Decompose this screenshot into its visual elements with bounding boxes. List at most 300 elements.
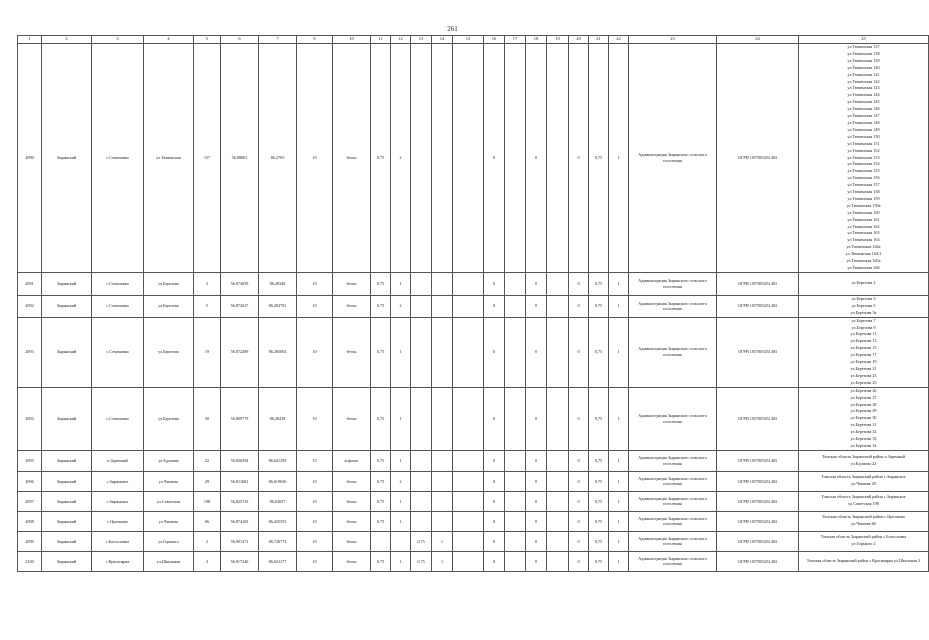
address-line: ул.Березова 17 [850, 352, 877, 358]
table-row [18, 471, 929, 491]
table-cell [453, 531, 484, 551]
table-cell [453, 272, 484, 295]
table-cell: 0 [569, 551, 589, 571]
address-line: ул.Березова 7 [851, 317, 876, 323]
table-cell: Зырянский [42, 491, 92, 511]
table-cell: 0 [526, 387, 547, 450]
address-line: ул.Тюменская 151 [847, 140, 880, 146]
table-cell: 1 [391, 317, 411, 387]
table-cell: 2092 [18, 295, 42, 317]
address-line: ул.Тюменская 137 [847, 44, 880, 49]
address-line: ул.Советская 198 [848, 501, 879, 507]
table-cell: бетон [333, 511, 371, 531]
table-cell: Зырянский [42, 44, 92, 273]
table-cell: 2090 [18, 44, 42, 273]
table-cell: Зырянский [42, 471, 92, 491]
table-cell: ул.Советская [144, 491, 194, 511]
table-cell: 2094 [18, 387, 42, 450]
table-cell: 1 [391, 551, 411, 571]
table-cell [432, 471, 453, 491]
address-line: ул.Тюменская 165а [846, 258, 881, 264]
table-cell: с.Семеновка [92, 44, 144, 273]
table-row [18, 511, 929, 531]
table-cell: п.Заречный [92, 450, 144, 471]
column-header: 15 [453, 36, 484, 44]
table-cell: 2098 [18, 511, 42, 531]
table-cell: Администрация Зырянского сельского поселения [629, 317, 717, 387]
table-cell: 86,619636 [259, 471, 297, 491]
address-line: ул.Березова 5 [851, 302, 876, 308]
table-cell: бетон [333, 387, 371, 450]
address-line: ул.Тюменская 149 [847, 126, 880, 132]
table-cell: с.Цыганово [92, 511, 144, 531]
table-cell [547, 471, 569, 491]
table-cell: 0,75 [589, 511, 609, 531]
table-cell: 2099 [18, 531, 42, 551]
table-cell: ул.Тюменская [144, 44, 194, 273]
table-cell: 157 [194, 44, 221, 273]
table-cell [411, 317, 432, 387]
address-cell [799, 471, 929, 491]
table-cell [547, 387, 569, 450]
address-line: ул.Тюменская 142 [847, 78, 880, 84]
table-cell: 86,435553 [259, 511, 297, 531]
table-row [18, 44, 929, 273]
table-cell: 56,872637 [221, 295, 259, 317]
table-cell: ОГРН 1057005451403 [717, 491, 799, 511]
table-cell [505, 531, 526, 551]
table-cell: 1 [609, 317, 629, 387]
table-cell: бетон [333, 471, 371, 491]
table-cell [547, 450, 569, 471]
table-cell: ОГРН 1057005451403 [717, 450, 799, 471]
table-cell: 1 [609, 511, 629, 531]
table-cell: 0 [526, 471, 547, 491]
address-cell [799, 531, 929, 551]
table-cell: Зырянский [42, 511, 92, 531]
address-line: ул.Тюменская 166 [847, 265, 880, 270]
table-cell: асфальт [333, 450, 371, 471]
address-line: ул.Горького 2 [851, 541, 876, 547]
column-header: 19 [547, 36, 569, 44]
table-cell: Зырянский [42, 551, 92, 571]
table-cell: 2 [194, 531, 221, 551]
table-cell: бетон [333, 272, 371, 295]
table-cell: 0 [569, 295, 589, 317]
table-cell: 1 [391, 491, 411, 511]
address-line: Томская область Зырянский район с.Цыганово [821, 514, 906, 520]
table-cell: 0,75 [371, 551, 391, 571]
table-cell: 1 [609, 471, 629, 491]
address-cell [799, 551, 929, 571]
table-cell [505, 295, 526, 317]
table-cell: 56,874059 [221, 272, 259, 295]
table-cell: 0 [569, 44, 589, 273]
column-header: 13 [411, 36, 432, 44]
table-cell: 2 [391, 471, 411, 491]
address-line: ул.Березова 9 [851, 324, 876, 330]
table-cell: 56,869779 [221, 387, 259, 450]
table-cell [547, 44, 569, 273]
table-cell: 86,2765 [259, 44, 297, 273]
table-cell: бетон [333, 317, 371, 387]
address-line: ул.Тюменская 140 [847, 64, 880, 70]
table-cell: 1 [609, 44, 629, 273]
table-cell: 0,75 [589, 317, 609, 387]
table-cell: ОГРН 1057005451403 [717, 295, 799, 317]
table-cell: 56,901371 [221, 531, 259, 551]
table-cell [547, 272, 569, 295]
table-cell [432, 317, 453, 387]
table-cell: 0,75 [589, 531, 609, 551]
table-cell: Зырянский [42, 531, 92, 551]
table-cell: 10 [297, 471, 333, 491]
table-cell: Администрация Зырянского сельского поселения [629, 387, 717, 450]
table-cell: 10 [297, 491, 333, 511]
table-cell [505, 551, 526, 571]
table-row [18, 317, 929, 387]
table-cell [547, 491, 569, 511]
address-line: ул.Тюменская 155 [847, 168, 880, 174]
address-line: ул.Чапаева 66 [851, 521, 876, 527]
column-header: 3 [92, 36, 144, 44]
table-cell: 0 [526, 531, 547, 551]
table-cell: 1 [609, 450, 629, 471]
address-line: ул.Березова 34 [850, 442, 877, 448]
table-cell: с.Семеновка [92, 295, 144, 317]
table-cell: ОГРН 1057005451403 [717, 551, 799, 571]
table-cell: ул.Березова [144, 295, 194, 317]
address-line: ул.Березова 30 [850, 415, 877, 421]
table-cell: 0 [484, 511, 505, 531]
table-cell: 56,825723 [221, 491, 259, 511]
table-cell: 10 [297, 531, 333, 551]
table-cell: ОГРН 1057005451403 [717, 387, 799, 450]
table-cell: Зырянский [42, 387, 92, 450]
table-cell: 1 [609, 491, 629, 511]
table-cell: 56,872289 [221, 317, 259, 387]
table-cell [505, 317, 526, 387]
address-line: ул.Березова 3 [851, 295, 876, 301]
table-cell [432, 491, 453, 511]
table-cell: 0,75 [589, 387, 609, 450]
table-cell: 1 [391, 272, 411, 295]
table-row [18, 491, 929, 511]
table-cell: 0,75 [371, 272, 391, 295]
table-cell: бетон [333, 491, 371, 511]
table-cell [505, 511, 526, 531]
table-row [18, 450, 929, 471]
address-line: ул.Березова 31 [850, 422, 877, 428]
address-line: ул.Березова 29 [850, 408, 877, 414]
table-cell [505, 387, 526, 450]
address-line: ул.Березова 28 [850, 401, 877, 407]
table-cell: 86,284781 [259, 295, 297, 317]
table-cell [547, 531, 569, 551]
table-cell: 86,28346 [259, 272, 297, 295]
address-line: ул.Тюменская 164а [846, 244, 881, 250]
table-cell: 10 [297, 551, 333, 571]
address-line: ул.Березова 5а [850, 309, 877, 315]
address-line: ул.Березова 32 [850, 429, 877, 435]
table-row [18, 551, 929, 571]
table-cell [453, 551, 484, 571]
table-cell: 0 [484, 531, 505, 551]
table-cell [453, 295, 484, 317]
address-line: ул.Тюменская 152 [847, 147, 880, 153]
table-cell: Администрация Зырянского сельского поселения [629, 295, 717, 317]
table-cell [547, 295, 569, 317]
table-cell [432, 295, 453, 317]
table-cell: Администрация Зырянского сельского поселения [629, 491, 717, 511]
table-row [18, 531, 929, 551]
table-cell: 22 [194, 450, 221, 471]
table-cell: с.Богословка [92, 531, 144, 551]
table-cell: ОГРН 1057005451403 [717, 511, 799, 531]
table-cell: 0 [484, 471, 505, 491]
table-cell: 0,75 [589, 272, 609, 295]
table-cell: 56,88063 [221, 44, 259, 273]
table-cell: 3 [194, 551, 221, 571]
table-cell: 0 [484, 317, 505, 387]
table-cell [547, 511, 569, 531]
column-header: 24 [717, 36, 799, 44]
table-cell: ОГРН 1057005451403 [717, 471, 799, 491]
table-cell: Администрация Зырянского сельского поселения [629, 450, 717, 471]
table-cell: 0 [569, 531, 589, 551]
table-cell: 0,75 [411, 531, 432, 551]
table-cell [547, 317, 569, 387]
table-cell: ул.Едомова [144, 450, 194, 471]
address-line: Томская область Зырянский район с.Зырянское [821, 494, 906, 500]
table-cell: 86,631177 [259, 551, 297, 571]
table-cell: 0 [526, 44, 547, 273]
table-cell [432, 387, 453, 450]
address-line: ул.Тюменская 153 [847, 154, 880, 160]
table-cell: 10 [297, 272, 333, 295]
address-line: ул.Березова 13 [850, 338, 877, 344]
table-cell: 0 [526, 511, 547, 531]
column-header: 12 [391, 36, 411, 44]
table-cell [432, 44, 453, 273]
table-cell [411, 295, 432, 317]
address-line: ул.Тюменская 143 [847, 85, 880, 91]
address-line: Томская область Зырянский район с.Зырянское [821, 474, 906, 480]
table-cell: с.Зырянское [92, 471, 144, 491]
column-header: 1 [18, 36, 42, 44]
column-header: 17 [505, 36, 526, 44]
table-cell: бетон [333, 295, 371, 317]
column-header: 25 [799, 36, 929, 44]
address-line: ул.Березова 21 [850, 365, 877, 371]
column-header: 11 [371, 36, 391, 44]
address-line: ул.Березова 27 [850, 394, 877, 400]
column-header: 4 [144, 36, 194, 44]
address-line: ул.Тюменская 147 [847, 113, 880, 119]
table-cell: бетон [333, 531, 371, 551]
table-cell: 66 [194, 511, 221, 531]
table-cell: ул.Горького [144, 531, 194, 551]
table-cell: 198 [194, 491, 221, 511]
table-cell [547, 551, 569, 571]
address-line: ул.Березова 2 [851, 280, 876, 286]
table-cell: с.Зырянское [92, 491, 144, 511]
column-header: 6 [221, 36, 259, 44]
table-cell: 2093 [18, 317, 42, 387]
table-cell: 0,75 [371, 387, 391, 450]
table-cell: 86,63657 [259, 491, 297, 511]
address-line: ул.Березова 23 [850, 372, 877, 378]
table-cell: 86,28418 [259, 387, 297, 450]
address-cell [799, 450, 929, 471]
column-header: 23 [629, 36, 717, 44]
table-cell: 0 [569, 317, 589, 387]
table-cell: 0 [484, 387, 505, 450]
address-cell [799, 295, 929, 317]
address-line: ул.Тюменская 164/1 [845, 251, 882, 257]
address-line: Томская область Зырянский район п.Заречный [822, 453, 905, 459]
table-cell [453, 471, 484, 491]
address-line: ул.Тюменская 159а [846, 202, 881, 208]
table-cell: 10 [297, 511, 333, 531]
table-cell: 0,75 [371, 491, 391, 511]
column-header: 22 [609, 36, 629, 44]
column-header: 18 [526, 36, 547, 44]
table-cell: 56,874165 [221, 511, 259, 531]
address-line: ул.Тюменская 139 [847, 57, 880, 63]
table-cell: ОГРН 1057005451403 [717, 531, 799, 551]
address-line: Томская область Зырянский район с.Красноярка ул.Школьная 3 [806, 557, 921, 563]
table-cell [453, 511, 484, 531]
table-cell: 0 [484, 272, 505, 295]
address-line: ул.Березова 19 [850, 359, 877, 365]
table-cell: ул.Чапаева [144, 511, 194, 531]
table-cell: Администрация Зырянского сельского поселения [629, 471, 717, 491]
table-cell: 0 [484, 551, 505, 571]
table-cell [505, 272, 526, 295]
table-cell: ОГРН 1057005451403 [717, 44, 799, 273]
table-cell [453, 44, 484, 273]
table-cell: 10 [297, 295, 333, 317]
address-line: ул.Тюменская 148 [847, 119, 880, 125]
table-cell: 0 [484, 295, 505, 317]
column-header: 20 [569, 36, 589, 44]
table-cell: 10 [297, 387, 333, 450]
address-line: ул.Березова 11 [850, 331, 877, 337]
table-cell: 56,836294 [221, 450, 259, 471]
table-cell: 1 [432, 551, 453, 571]
address-cell [799, 387, 929, 450]
table-cell: с.Красноярка [92, 551, 144, 571]
table-cell: 2097 [18, 491, 42, 511]
table-row [18, 272, 929, 295]
registry-table [17, 35, 929, 572]
address-cell [799, 491, 929, 511]
table-cell: 0,75 [371, 295, 391, 317]
address-line: ул.Тюменская 161 [847, 216, 880, 222]
table-cell: 56,917246 [221, 551, 259, 571]
table-cell: Администрация Зырянского сельского поселения [629, 531, 717, 551]
header-row [18, 36, 929, 44]
table-cell: бетон [333, 44, 371, 273]
table-cell: ул.Чапаева [144, 471, 194, 491]
address-line: ул.Тюменская 159 [847, 195, 880, 201]
table-cell [432, 272, 453, 295]
table-cell [432, 511, 453, 531]
address-line: ул.Тюменская 150 [847, 133, 880, 139]
table-cell: 2096 [18, 471, 42, 491]
table-cell: 1 [432, 531, 453, 551]
table-cell: 1 [609, 295, 629, 317]
address-line: ул.Тюменская 164 [847, 237, 880, 243]
address-cell [799, 272, 929, 295]
table-cell: 0 [569, 450, 589, 471]
table-cell: ул.Березова [144, 387, 194, 450]
address-cell [799, 317, 929, 387]
address-line: ул.Тюменская 138 [847, 50, 880, 56]
table-cell: 50 [194, 387, 221, 450]
table-cell: Администрация Зырянского сельского поселения [629, 511, 717, 531]
table-cell: 0,75 [411, 551, 432, 571]
table-cell: 2095 [18, 450, 42, 471]
table-body [18, 44, 929, 572]
address-line: ул.Тюменская 162 [847, 223, 880, 229]
table-cell: ул.Березова [144, 317, 194, 387]
table-cell [411, 491, 432, 511]
table-cell: 1 [391, 387, 411, 450]
address-line: ул.Тюменская 158 [847, 189, 880, 195]
table-cell: 5 [194, 295, 221, 317]
address-line: ул.Тюменская 141 [847, 71, 880, 77]
table-cell: 86,726774 [259, 531, 297, 551]
table-cell: 2100 [18, 551, 42, 571]
table-cell: 2091 [18, 272, 42, 295]
table-cell: 0,75 [589, 450, 609, 471]
table-cell [505, 44, 526, 273]
address-line: ул.Тюменская 146 [847, 106, 880, 112]
table-cell: 2 [391, 295, 411, 317]
table-cell: 1 [609, 551, 629, 571]
table-cell: 0 [526, 317, 547, 387]
table-cell: 0 [569, 387, 589, 450]
table-cell [505, 450, 526, 471]
table-cell [411, 511, 432, 531]
table-cell: 0 [484, 44, 505, 273]
table-cell: с.Семеновка [92, 272, 144, 295]
table-cell: ОГРН 1057005451403 [717, 272, 799, 295]
table-cell: 19 [194, 317, 221, 387]
column-header: 21 [589, 36, 609, 44]
table-cell: 0 [484, 491, 505, 511]
address-line: ул.Тюменская 145 [847, 99, 880, 105]
column-header: 9 [297, 36, 333, 44]
address-line: ул.Тюменская 144 [847, 92, 880, 98]
address-line: ул.Тюменская 160 [847, 209, 880, 215]
table-cell: 0,75 [589, 491, 609, 511]
address-line: Томская область Зырянский район с.Богословка [820, 534, 907, 540]
column-header: 2 [42, 36, 92, 44]
table-cell [411, 387, 432, 450]
table-cell: 2 [391, 44, 411, 273]
column-header: 16 [484, 36, 505, 44]
table-cell: Администрация Зырянского сельского поселения [629, 551, 717, 571]
table-cell: 0,75 [589, 471, 609, 491]
table-cell: 0 [569, 491, 589, 511]
table-cell [411, 44, 432, 273]
table-cell: ул.Березова [144, 272, 194, 295]
address-line: ул.Едомова 22 [850, 460, 877, 466]
table-cell [432, 450, 453, 471]
